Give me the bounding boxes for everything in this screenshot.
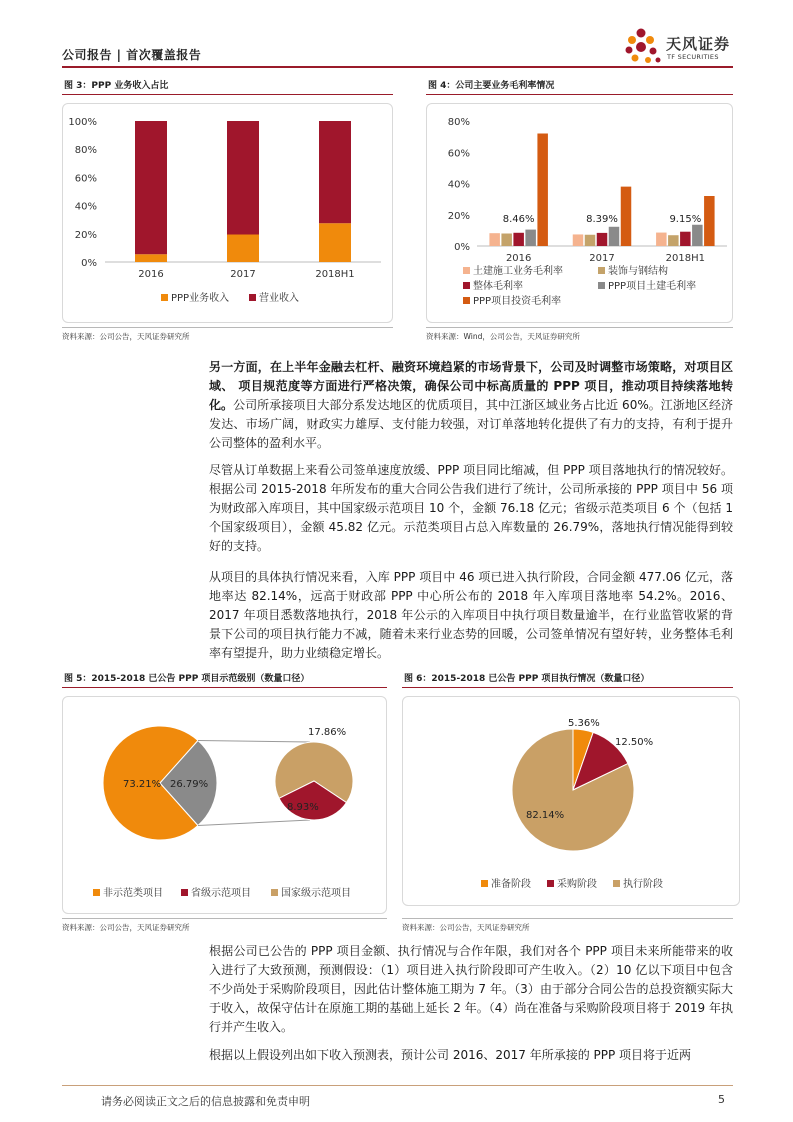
fig4-legend-label: 装饰与钢结构 xyxy=(608,266,668,277)
fig3-legend-label: 营业收入 xyxy=(259,293,299,304)
fig5-main-label: 73.21% xyxy=(123,779,162,790)
fig4-bar xyxy=(537,134,548,247)
fig3-title: 图 3：PPP 业务收入占比 xyxy=(62,79,393,95)
fig4-bar xyxy=(668,235,679,246)
fig4-ytick-label: 0% xyxy=(454,242,470,253)
fig6-legend-swatch xyxy=(613,880,620,887)
fig3-xtick-label: 2016 xyxy=(138,269,164,280)
fig3-legend-label: PPP业务收入 xyxy=(171,293,230,304)
logo-text-cn: 天风证券 xyxy=(666,35,731,53)
fig4-bar xyxy=(656,233,667,246)
fig4-bar xyxy=(680,232,691,246)
report-type-header: 公司报告 | 首次覆盖报告 xyxy=(62,48,202,62)
fig6-label: 12.50% xyxy=(615,737,654,748)
footer-divider xyxy=(62,1085,733,1086)
fig4-bar xyxy=(525,230,536,246)
fig3-ytick-label: 20% xyxy=(74,229,97,241)
fig4-bar xyxy=(501,234,512,247)
fig4-data-label: 9.15% xyxy=(669,214,702,225)
fig3-xtick-label: 2018H1 xyxy=(315,269,355,280)
fig6-label: 5.36% xyxy=(568,718,600,729)
fig4-bar xyxy=(597,233,608,246)
fig5-chart-box xyxy=(62,696,387,914)
fig3-bar-revenue xyxy=(135,121,167,254)
fig6-source-rule xyxy=(402,918,733,919)
fig4-xtick-label: 2017 xyxy=(589,253,615,264)
fig4-ytick-label: 40% xyxy=(447,179,470,191)
fig5-sub-label: 8.93% xyxy=(287,802,319,813)
fig4-bar xyxy=(704,196,715,246)
fig4-source-rule xyxy=(426,327,733,328)
fig6-chart xyxy=(403,697,741,907)
fig3-legend-swatch xyxy=(249,294,256,301)
fig3-bar-ppp xyxy=(135,254,167,262)
fig6-legend-label: 准备阶段 xyxy=(491,879,531,890)
fig3-source-rule xyxy=(62,327,393,328)
fig3-source: 资料来源：公司公告，天风证券研究所 xyxy=(62,332,190,341)
fig5-connector-line xyxy=(198,820,310,826)
fig4-ytick-label: 60% xyxy=(447,148,470,160)
fig4-source: 资料来源：Wind，公司公告，天风证券研究所 xyxy=(426,332,580,341)
paragraph-forecast-table-intro: 根据以上假设列出如下收入预测表，预计公司 2016、2017 年所承接的 PPP 项目将于近两 xyxy=(209,1048,692,1062)
paragraph-strategy xyxy=(209,358,733,453)
fig4-bar xyxy=(573,234,584,246)
fig6-legend-label: 执行阶段 xyxy=(623,879,663,890)
fig3-ytick-label: 40% xyxy=(74,201,97,213)
fig6-legend-label: 采购阶段 xyxy=(557,879,597,890)
fig4-bar xyxy=(585,235,596,246)
fig5-connector-line xyxy=(198,740,310,742)
fig3-bar-revenue xyxy=(319,121,351,223)
fig4-chart xyxy=(427,104,734,324)
fig4-xtick-label: 2016 xyxy=(505,253,532,264)
fig4-legend-label: 土建施工业务毛利率 xyxy=(473,266,563,277)
fig3-xtick-label: 2017 xyxy=(230,269,256,280)
paragraph-strategy-rest: 公司所承接项目大部分系发达地区的优质项目，其中江浙区域业务占比近 60%。江浙地区经济发达、市场广阔，财政实力雄厚、支付能力较强，对订单落地转化提供了有力的支持，有利于提升公司整体的盈利水平。 xyxy=(209,398,733,450)
fig6-title: 图 6：2015-2018 已公告 PPP 项目执行情况（数量口径） xyxy=(402,672,733,688)
fig4-legend-swatch xyxy=(463,282,470,289)
footer-disclaimer: 请务必阅读正文之后的信息披露和免责申明 xyxy=(101,1095,310,1108)
logo-text-en: TF SECURITIES xyxy=(667,53,719,61)
fig3-chart-box xyxy=(62,103,393,323)
fig4-data-label: 8.46% xyxy=(502,214,535,225)
fig4-title: 图 4：公司主要业务毛利率情况 xyxy=(426,79,733,95)
fig4-ytick-label: 20% xyxy=(447,210,470,222)
fig3-bar-revenue xyxy=(227,121,259,235)
fig5-legend-label: 国家级示范项目 xyxy=(281,888,351,899)
paragraph-execution: 从项目的具体执行情况来看，入库 PPP 项目中 46 项已进入执行阶段，合同金额 477.06 亿元，落地率达 82.14%，远高于财政部 PPP 中心所公布的 2018 年入库项目落地率 54.2%。2016、2017 年项目悉数落地执行，2018 年公示的入库项目中执行项目数量逾半，在行业监管收紧的背景下公司的项目执行能力不减，随着未来行业态势的回暖，公司签单情况有望好转，业务整体毛利率有望提升，助力业绩稳定增长。 xyxy=(209,570,733,660)
fig4-bar xyxy=(489,233,500,246)
fig6-legend-swatch xyxy=(481,880,488,887)
fig3-bar-ppp xyxy=(227,235,259,262)
fig5-chart xyxy=(63,697,388,915)
fig3-ytick-label: 60% xyxy=(74,173,97,185)
page-number: 5 xyxy=(718,1093,725,1106)
fig4-legend-swatch xyxy=(463,267,470,274)
fig4-bar xyxy=(621,187,632,246)
fig4-legend-label: 整体毛利率 xyxy=(473,281,523,292)
fig3-chart xyxy=(63,104,394,324)
fig6-label: 82.14% xyxy=(526,810,565,821)
fig3-ytick-label: 0% xyxy=(81,258,97,269)
header-divider xyxy=(62,66,733,68)
fig5-sub-label: 17.86% xyxy=(308,727,347,738)
fig4-legend-swatch xyxy=(463,297,470,304)
fig5-legend-swatch xyxy=(181,889,188,896)
paragraph-strategy-bold: 另一方面，在上半年金融去杠杆、融资环境趋紧的市场背景下，公司及时调整市场策略，对项目区域、 项目规范度等方面进行严格决策，确保公司中标高质量的 PPP 项目，推动项目持续落地转化。 xyxy=(209,360,733,412)
fig5-main-label: 26.79% xyxy=(170,779,209,790)
fig5-legend-label: 非示范类项目 xyxy=(103,888,163,899)
paragraph-order-data: 尽管从订单数据上来看公司签单速度放缓、PPP 项目同比缩减，但 PPP 项目落地执行的情况较好。根据公司 2015-2018 年所发布的重大合同公告我们进行了统计，公司所承接的 PPP 项目中 56 项为财政部入库项目，其中国家级示范项目 10 个，金额 76.18 亿元；省级示范类项目 6 个（包括 1 个国家级项目），金额 45.82 亿元。示范类项目占总入库数量的 26.79%，落地执行情况能得到较好的支持。 xyxy=(209,463,733,553)
fig4-legend-label: PPP项目投资毛利率 xyxy=(473,296,562,307)
fig4-bar xyxy=(609,227,620,246)
logo-emblem-icon xyxy=(623,27,665,67)
fig4-bar xyxy=(692,225,703,246)
paragraph-forecast-assumptions: 根据公司已公告的 PPP 项目金额、执行情况与合作年限，我们对各个 PPP 项目未来所能带来的收入进行了大致预测，预测假设：（1）项目进入执行阶段即可产生收入。（2）10 亿以下项目中包含不少尚处于采购阶段项目，因此估计整体施工期为 7 年。（3）由于部分合同公告的总投资额实际大于收入，故保守估计在原施工期的基础上延长 2 年。（4）尚在准备与采购阶段项目将于 2019 年执行并产生收入。 xyxy=(209,944,733,1034)
fig3-bar-ppp xyxy=(319,223,351,262)
company-logo xyxy=(623,27,738,67)
fig4-bar xyxy=(513,233,524,246)
fig5-legend-swatch xyxy=(93,889,100,896)
fig4-legend-swatch xyxy=(598,267,605,274)
fig5-source: 资料来源：公司公告，天风证券研究所 xyxy=(62,923,190,932)
fig6-chart-box xyxy=(402,696,740,906)
fig6-source: 资料来源：公司公告，天风证券研究所 xyxy=(402,923,530,932)
fig5-legend-swatch xyxy=(271,889,278,896)
fig4-legend-label: PPP项目土建毛利率 xyxy=(608,281,697,292)
fig5-source-rule xyxy=(62,918,387,919)
fig3-ytick-label: 100% xyxy=(68,117,97,128)
fig4-ytick-label: 80% xyxy=(447,117,470,128)
fig4-legend-swatch xyxy=(598,282,605,289)
fig5-title: 图 5：2015-2018 已公告 PPP 项目示范级别（数量口径） xyxy=(62,672,387,688)
fig4-xtick-label: 2018H1 xyxy=(665,253,706,264)
fig6-legend-swatch xyxy=(547,880,554,887)
fig4-data-label: 8.39% xyxy=(586,214,618,225)
fig5-legend-label: 省级示范项目 xyxy=(191,888,251,899)
fig4-chart-box xyxy=(426,103,733,323)
fig3-legend-swatch xyxy=(161,294,168,301)
fig3-ytick-label: 80% xyxy=(74,145,97,157)
